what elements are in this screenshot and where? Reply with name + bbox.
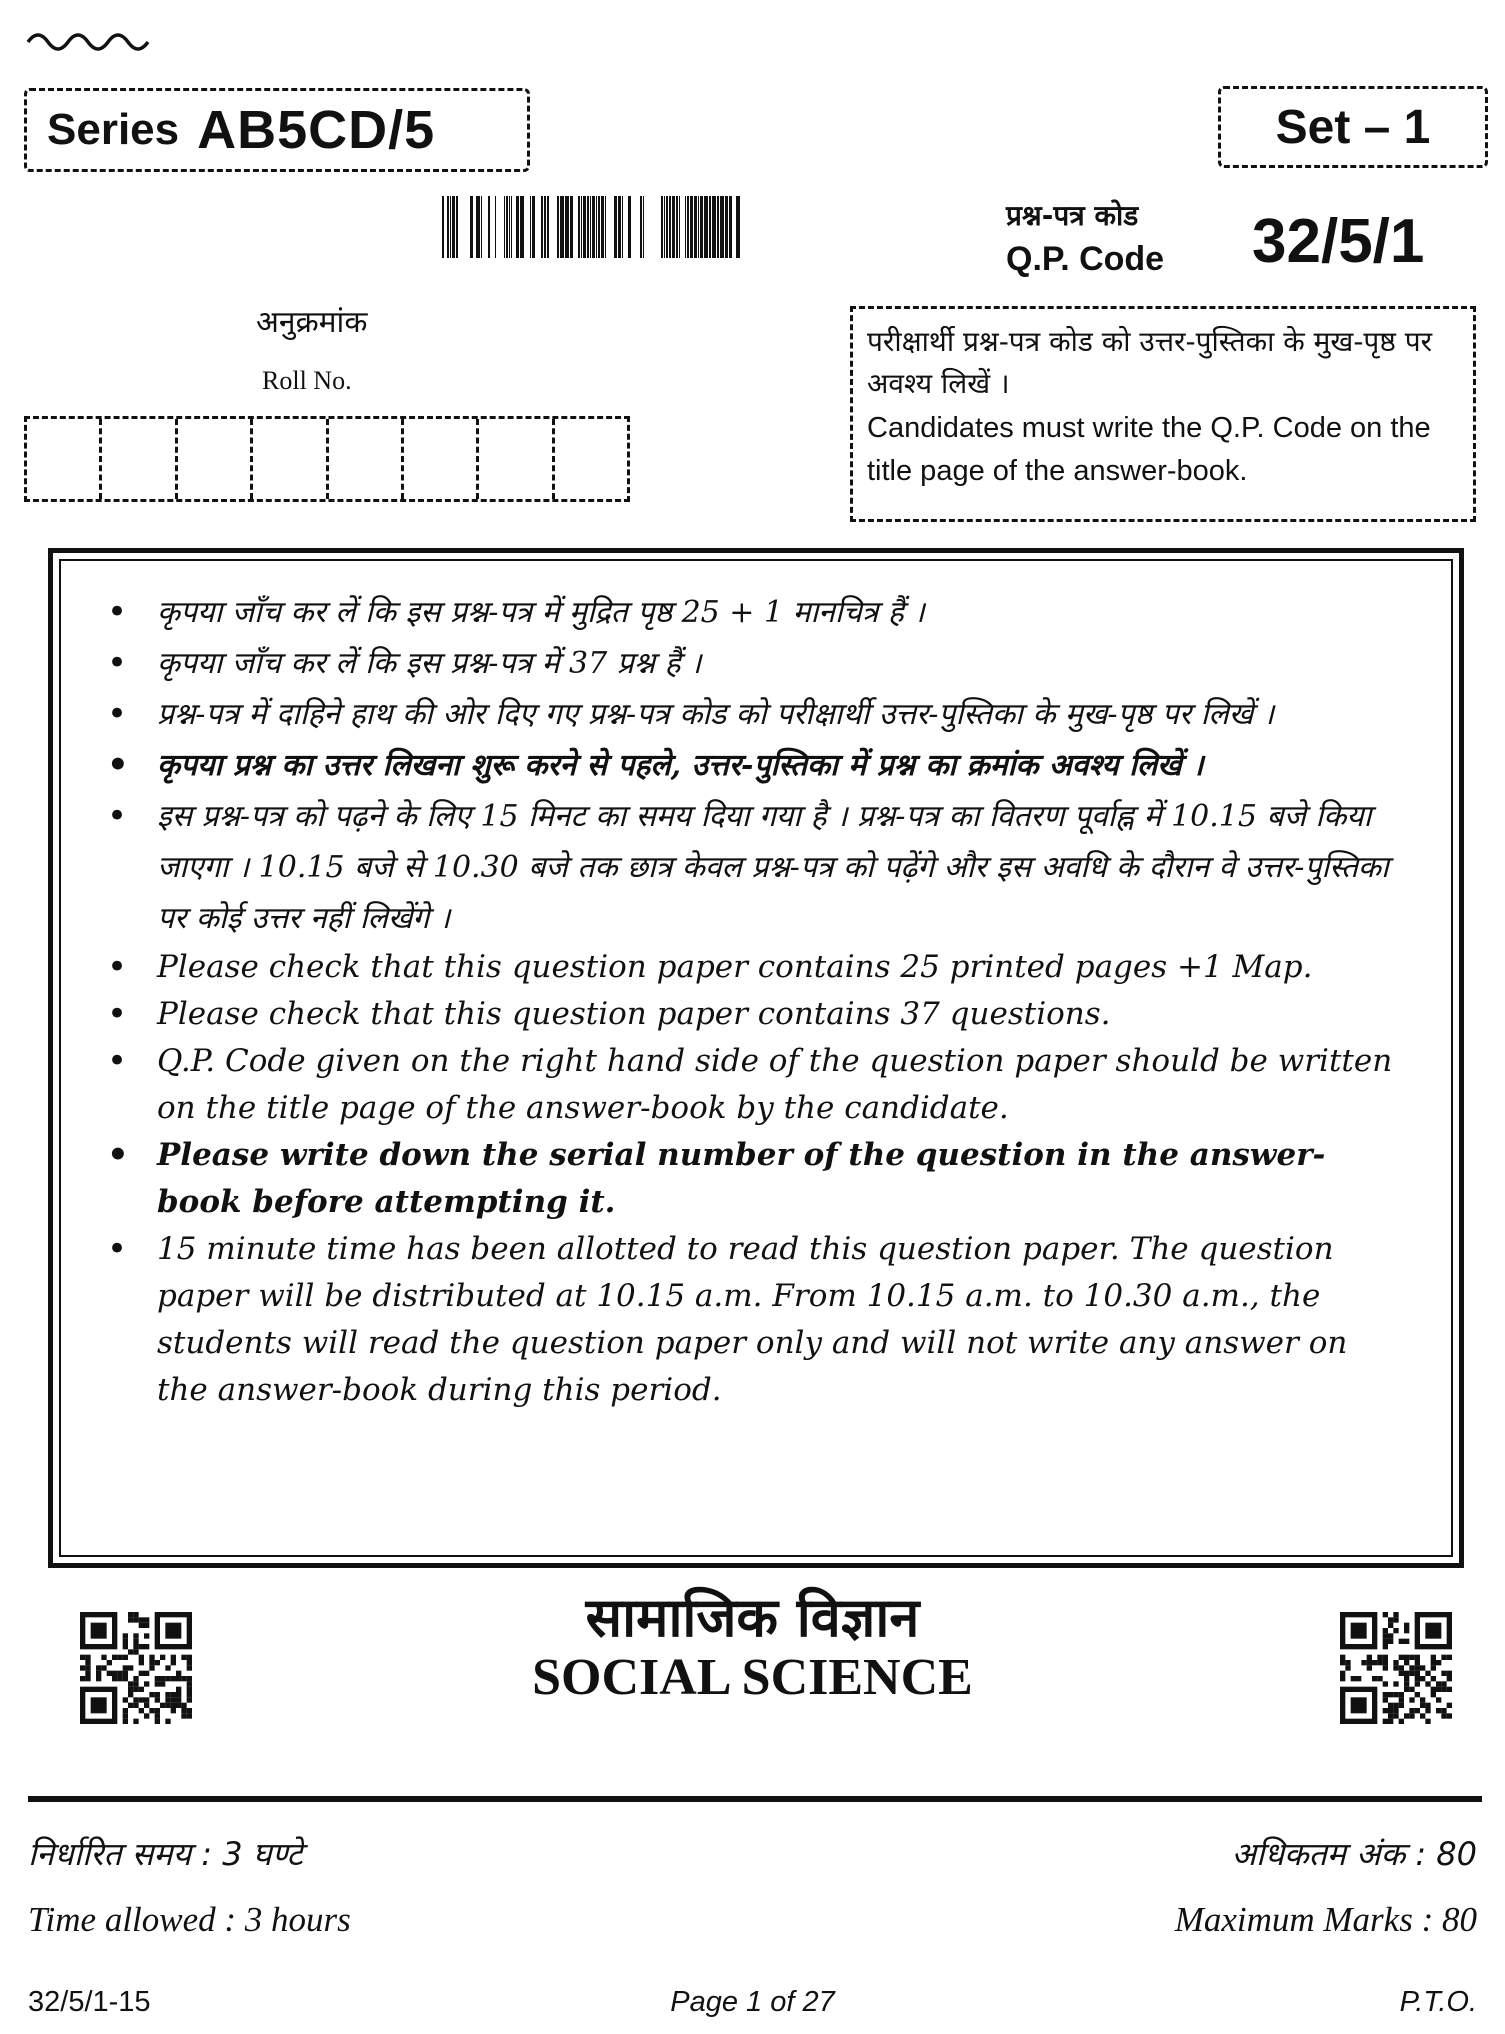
roll-no-cell[interactable] [555,419,627,499]
instructions-box [48,548,1464,1568]
instruction-item: • कृपया जाँच कर लें कि इस प्रश्न-पत्र में 37 प्रश्न हैं । [101,638,1407,689]
set-box [1218,86,1488,168]
instruction-item: • Please check that this question paper contains 25 printed pages +1 Map. [101,944,1407,991]
instruction-item: • 15 minute time has been allotted to read this question paper. The question paper will be distributed at 10.15 a.m. From 10.15 a.m. to 10.30 a.m., the students will read the question paper only and will not write any answer on the answer-book during this period. [101,1226,1407,1414]
roll-no-cell[interactable] [329,419,404,499]
instruction-item: • Q.P. Code given on the right hand side of the question paper should be written on the title page of the answer-book by the candidate. [101,1038,1407,1132]
divider-rule [28,1796,1482,1802]
barcode-image [442,196,742,258]
set-label: Set – 1 [1275,100,1431,154]
notice-english: Candidates must write the Q.P. Code on the title page of the answer-book. [867,412,1431,487]
subject-title-english: SOCIAL SCIENCE [532,1649,973,1706]
roll-no-cell[interactable] [27,419,102,499]
roll-no-cell[interactable] [178,419,253,499]
instructions-list [101,587,1407,1414]
instruction-item: • Please check that this question paper contains 37 questions. [101,991,1407,1038]
time-allowed-english: Time allowed : 3 hours [28,1900,351,1939]
instruction-item: • Please write down the serial number of the question in the answer-book before attempting it. [101,1132,1407,1226]
series-box [24,88,530,172]
roll-no-cell[interactable] [479,419,554,499]
time-allowed-hindi: निर्धारित समय : 3 घण्टे [28,1835,303,1873]
maximum-marks-hindi: अधिकतम अंक : 80 [1231,1835,1477,1873]
footer-pto: P.T.O. [1399,1986,1477,2018]
squiggle-mark [26,24,156,54]
series-label: Series [47,105,180,154]
qp-code-label-hindi: प्रश्न-पत्र कोड [1006,199,1139,232]
instruction-item: • कृपया प्रश्न का उत्तर लिखना शुरू करने से पहले, उत्तर-पुस्तिका में प्रश्न का क्रमांक अवश्य लिखें । [101,740,1407,791]
qp-code-label-english: Q.P. Code [1006,240,1165,278]
qp-code-notice [850,306,1476,522]
maximum-marks-english: Maximum Marks : 80 [1174,1900,1477,1939]
series-code: AB5CD/5 [197,100,436,160]
roll-no-cell[interactable] [253,419,328,499]
instruction-item: • कृपया जाँच कर लें कि इस प्रश्न-पत्र में मुद्रित पृष्ठ 25 + 1 मानचित्र हैं । [101,587,1407,638]
roll-no-label-english: Roll No. [262,366,352,395]
instruction-item: • प्रश्न-पत्र में दाहिने हाथ की ओर दिए गए प्रश्न-पत्र कोड को परीक्षार्थी उत्तर-पुस्तिका के मुख-पृष्ठ पर लिखें । [101,689,1407,740]
notice-hindi: परीक्षार्थी प्रश्न-पत्र कोड को उत्तर-पुस्तिका के मुख-पृष्ठ पर अवश्य लिखें । [867,325,1433,400]
roll-no-label-hindi: अनुक्रमांक [256,305,368,340]
instruction-item: • इस प्रश्न-पत्र को पढ़ने के लिए 15 मिनट का समय दिया गया है । प्रश्न-पत्र का वितरण पूर्वाह्न में 10.15 बजे किया जाएगा । 10.15 बजे से 10.30 बजे तक छात्र केवल प्रश्न-पत्र को पढ़ेंगे और इस अवधि के दौरान वे उत्तर-पुस्तिका पर कोई उत्तर नहीं लिखेंगे । [101,791,1407,944]
footer-paper-code: 32/5/1-15 [28,1986,151,2018]
footer-page-number: Page 1 of 27 [670,1986,835,2018]
subject-title-hindi: सामाजिक विज्ञान [585,1586,920,1649]
roll-no-boxes[interactable] [24,416,630,502]
qp-code: 32/5/1 [1252,207,1425,276]
roll-no-cell[interactable] [102,419,177,499]
roll-no-cell[interactable] [404,419,479,499]
